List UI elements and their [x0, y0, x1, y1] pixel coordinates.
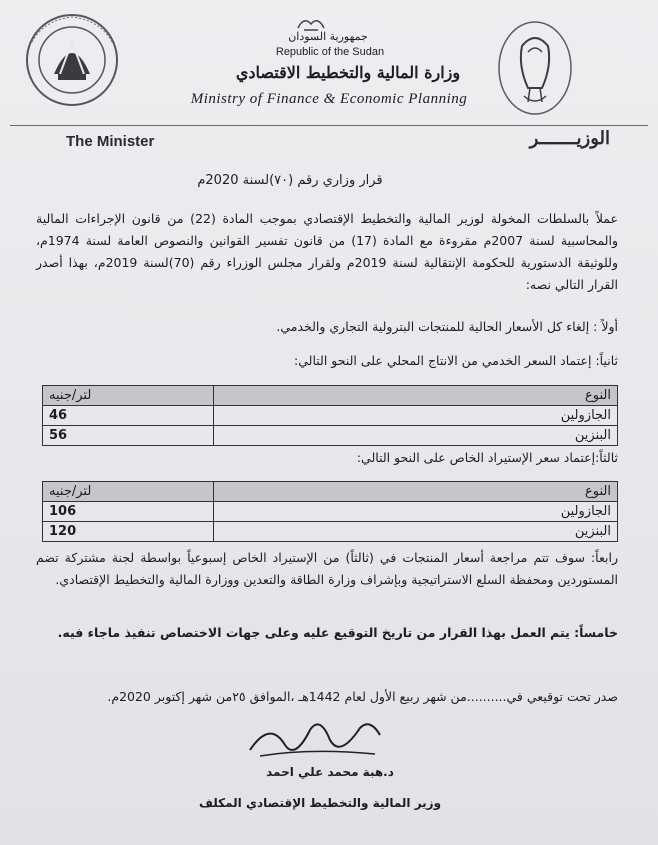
ministry-english: Ministry of Finance & Economic Planning [190, 91, 468, 107]
column-header-type: النوع [214, 386, 618, 406]
fuel-type-cell: الجازولين [214, 502, 618, 522]
local-production-price-table [42, 385, 618, 446]
column-header-price: لتر/جنيه [43, 482, 214, 502]
article-fourth: رابعاً: سوف تتم مراجعة أسعار المنتجات في (ثالثاً) من الإستيراد الخاص إسبوعياً بواسطة لجنة مشتركة تضم المستوردين ومحفظة السلع الاستراتيجية وبإشراف وزارة الطاقة والتعدين ووزارة المالية والتخطيط الإقتصادي. [36, 550, 618, 587]
table-row [43, 522, 618, 542]
issuance-line: صدر تحت توقيعي في..........من شهر ربيع الأول لعام 1442هـ ،الموافق ٢٥من شهر إكتوبر 2020م. [107, 689, 618, 704]
ministry-seal-icon [14, 12, 130, 108]
republic-arabic: جمهورية السودان [288, 30, 368, 43]
price-cell: 120 [43, 522, 214, 542]
handwritten-signature-icon [240, 710, 390, 765]
decree-title: قرار وزاري رقم (٧٠)لسنة 2020م [197, 173, 383, 188]
article-first: أولاً : إلغاء كل الأسعار الحالية للمنتجات البترولية التجاري والخدمي. [276, 319, 618, 334]
ministry-arabic: وزارة المالية والتخطيط الاقتصادي [235, 63, 461, 82]
state-emblem-icon [492, 16, 578, 120]
price-cell: 106 [43, 502, 214, 522]
minister-label-english: The Minister [66, 133, 155, 150]
table-header-row [43, 482, 618, 502]
republic-english: Republic of the Sudan [275, 46, 385, 58]
column-header-price: لتر/جنيه [43, 386, 214, 406]
fuel-type-cell: البنزين [214, 426, 618, 446]
table-row [43, 502, 618, 522]
article-fifth: خامساً: يتم العمل بهذا القرار من تاريخ التوقيع عليه وعلى جهات الاختصاص تنفيذ ماجاء فيه. [57, 625, 618, 640]
signatory-name: د.هبة محمد علي احمد [266, 765, 394, 779]
price-cell: 56 [43, 426, 214, 446]
table-row [43, 426, 618, 446]
private-import-price-table [42, 481, 618, 542]
minister-label-arabic: الوزيـــــــر [529, 128, 610, 149]
decree-intro: عملاً بالسلطات المخولة لوزير المالية والتخطيط الإقتصادي بموجب المادة (22) من قانون الإجراءات المالية والمحاسبية لسنة 2007م مقروءة مع المادة (17) من قانون تفسير القوانين والنصوص العامة لسنة 1974م، وللوثيقة الدستورية للحكومة الإنتقالية لسنة 2019م ولقرار مجلس الوزراء رقم (70)لسنة 2019م، بهذا أصدر القرار التالي نصه: [36, 211, 618, 292]
article-second: ثانياً: إعتماد السعر الخدمي من الانتاج المحلي على النحو التالي: [294, 353, 618, 368]
fuel-type-cell: الجازولين [214, 406, 618, 426]
signatory-title: وزير المالية والتخطيط الإقتصادي المكلف [198, 796, 442, 810]
header-divider [10, 125, 648, 126]
column-header-type: النوع [214, 482, 618, 502]
article-third: ثالثاً:إعتماد سعر الإستيراد الخاص على النحو التالي: [356, 450, 618, 465]
price-cell: 46 [43, 406, 214, 426]
table-header-row [43, 386, 618, 406]
table-row [43, 406, 618, 426]
fuel-type-cell: البنزين [214, 522, 618, 542]
